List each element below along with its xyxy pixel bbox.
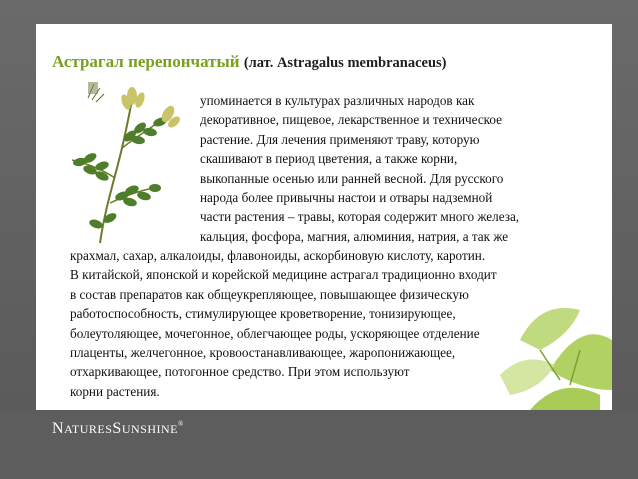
text-line: работоспособность, стимулирующее кроветворение, тонизирующее, [70, 306, 456, 322]
text-line: корни растения. [70, 383, 160, 399]
text-line: болеутоляющее, мочегонное, облегчающее роды, ускоряющее отделение [70, 325, 480, 341]
text-line: плаценты, желчегонное, кровоостанавливающее, жаропонижающее, [70, 345, 456, 361]
slide-title [52, 52, 612, 72]
natures-sunshine-logo: NATURESSUNSHINE® [52, 420, 184, 437]
ginkgo-leaves-decoration [500, 280, 612, 410]
text-line: В китайской, японской и корейской медицине астрагал традиционно входит [70, 267, 497, 283]
text-line: крахмал, сахар, алкалоиды, флавоноиды, аскорбиновую кислоту, каротин. [70, 248, 486, 263]
astragalus-plant-image [60, 78, 190, 248]
title-main: Астрагал перепончатый [52, 52, 240, 71]
title-latin: (лат. Astragalus membranaceus) [243, 55, 447, 71]
description-bottom [70, 246, 497, 401]
text-line: декоративное, пищевое, лекарственное и техническое [200, 112, 503, 128]
text-line: части растения – травы, которая содержит много железа, [200, 209, 520, 225]
text-line: отхаркивающее, потогонное средство. При этом используют [70, 364, 410, 380]
text-line: скашивают в период цветения, а также корни, [200, 151, 458, 167]
description-top [200, 91, 519, 246]
text-line: выкопанные осенью или ранней весной. Для русского [200, 170, 504, 186]
text-line: народа более привычны настои и отвары надземной [200, 190, 493, 206]
text-line: в состав препаратов как общеукрепляющее, повышающее физическую [70, 286, 469, 302]
text-line: кальция, фосфора, магния, алюминия, натрия, а так же [200, 228, 509, 244]
text-line: упоминается в культурах различных народов как [200, 93, 475, 108]
text-line: растение. Для лечения применяют траву, которую [200, 131, 480, 147]
